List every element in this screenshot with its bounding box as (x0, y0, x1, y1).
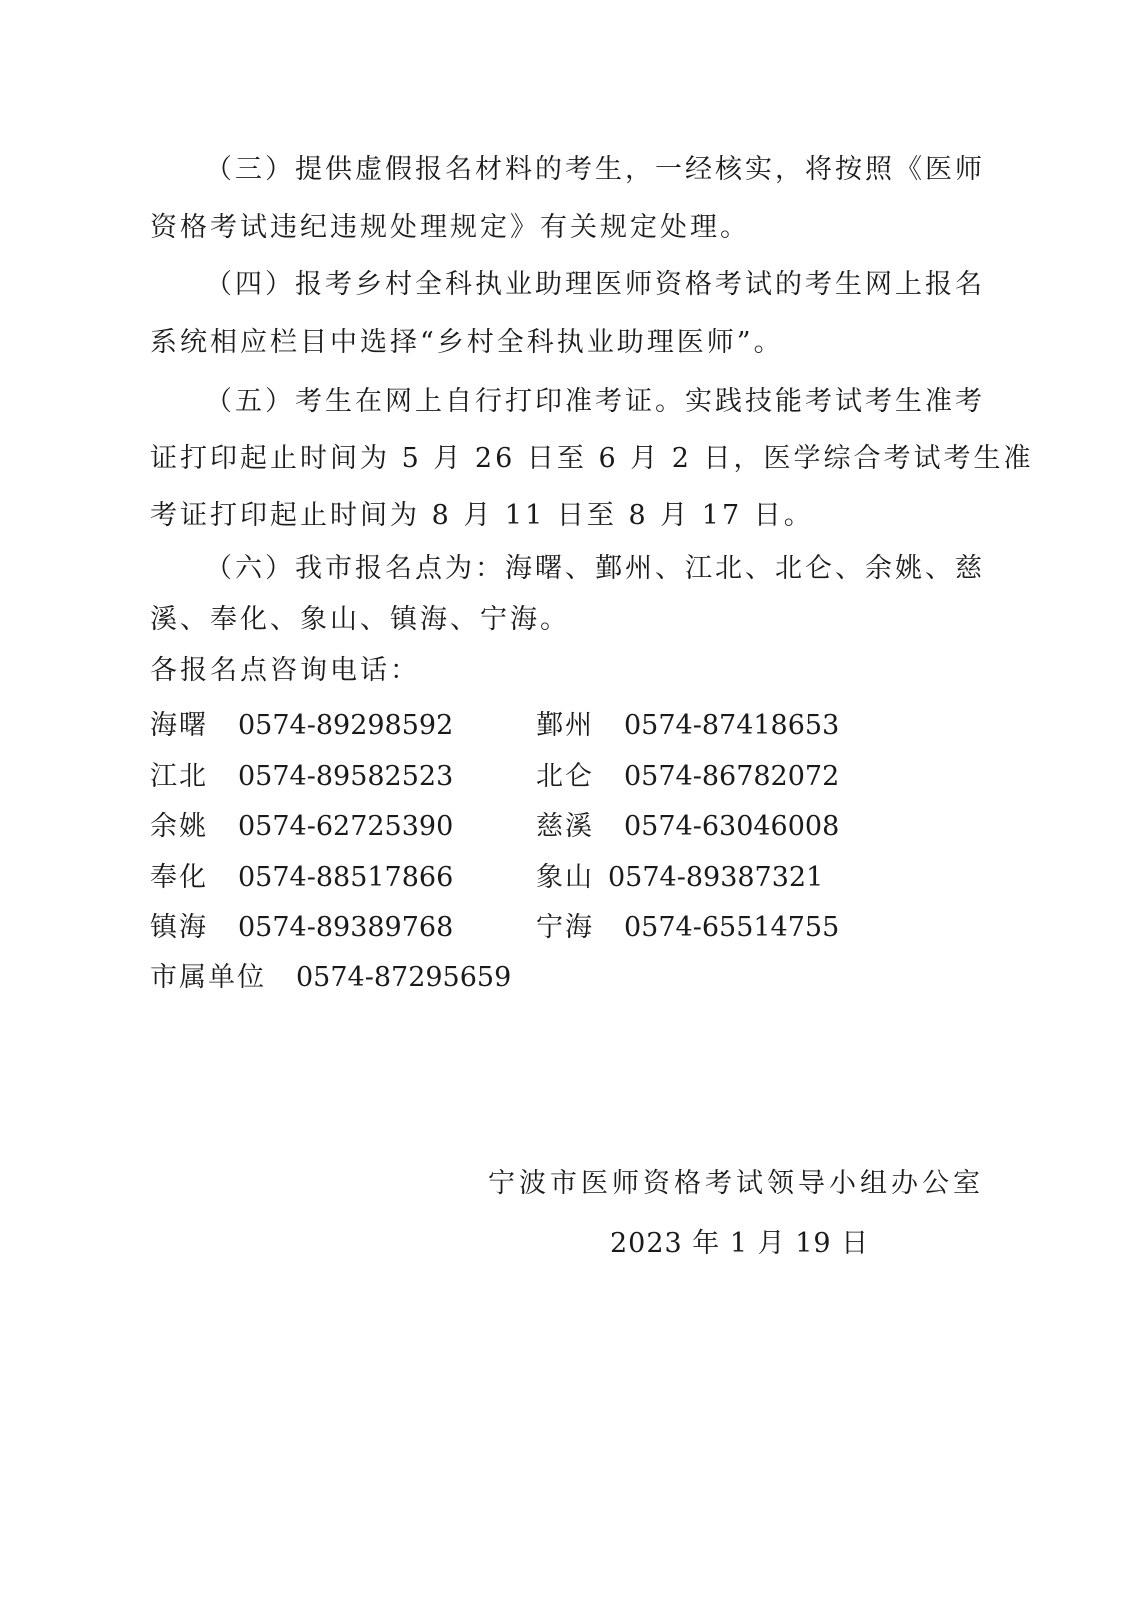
paragraph-3-line-2: 资格考试违纪违规处理规定》有关规定处理。 (150, 212, 750, 243)
contact-name: 海曙 (150, 710, 208, 741)
contact-phone: 0574-87418653 (624, 710, 840, 741)
contact-item (536, 760, 839, 794)
paragraph-5-line-1: （五）考生在网上自行打印准考证。实践技能考试考生准考 (205, 386, 985, 417)
contact-item (536, 911, 839, 945)
contact-phone: 0574-63046008 (624, 811, 840, 842)
contact-name: 江北 (150, 761, 208, 792)
contact-item (536, 709, 839, 743)
paragraph-5-line-3: 考证打印起止时间为 8 月 11 日至 8 月 17 日。 (150, 500, 814, 531)
contact-name: 宁海 (536, 912, 594, 943)
paragraph-6-line-1: （六）我市报名点为：海曙、鄞州、江北、北仑、余姚、慈 (205, 553, 985, 584)
contact-phone: 0574-62725390 (238, 811, 454, 842)
contact-item (150, 961, 511, 995)
contact-name: 北仑 (536, 761, 594, 792)
contact-item (536, 861, 823, 895)
contact-phone: 0574-89387321 (608, 862, 824, 893)
contact-item (150, 810, 453, 844)
contact-name: 镇海 (150, 912, 208, 943)
contact-name: 慈溪 (536, 811, 594, 842)
paragraph-3-line-1: （三）提供虚假报名材料的考生，一经核实，将按照《医师 (205, 154, 985, 185)
contact-name: 鄞州 (536, 710, 594, 741)
contact-item (150, 760, 453, 794)
contact-name: 奉化 (150, 862, 208, 893)
contact-name: 市属单位 (150, 962, 266, 993)
contact-name: 象山 (536, 862, 594, 893)
contact-phone: 0574-86782072 (624, 761, 840, 792)
signature-organization: 宁波市医师资格考试领导小组办公室 (488, 1168, 984, 1199)
signature-date: 2023 年 1 月 19 日 (610, 1228, 870, 1259)
contact-phone: 0574-89582523 (238, 761, 454, 792)
contact-item (150, 709, 453, 743)
contact-item (150, 911, 453, 945)
contact-item (536, 810, 839, 844)
contact-phone: 0574-87295659 (296, 962, 512, 993)
contacts-heading: 各报名点咨询电话： (150, 655, 420, 686)
paragraph-5-line-2: 证打印起止时间为 5 月 26 日至 6 月 2 日，医学综合考试考生准 (150, 443, 1034, 474)
contact-phone: 0574-88517866 (238, 862, 454, 893)
contact-phone: 0574-89389768 (238, 912, 454, 943)
paragraph-6-line-2: 溪、奉化、象山、镇海、宁海。 (150, 604, 570, 635)
contact-item (150, 861, 453, 895)
paragraph-4-line-2: 系统相应栏目中选择“乡村全科执业助理医师”。 (150, 327, 784, 358)
contact-phone: 0574-89298592 (238, 710, 454, 741)
contact-name: 余姚 (150, 811, 208, 842)
paragraph-4-line-1: （四）报考乡村全科执业助理医师资格考试的考生网上报名 (205, 269, 985, 300)
contact-phone: 0574-65514755 (624, 912, 840, 943)
